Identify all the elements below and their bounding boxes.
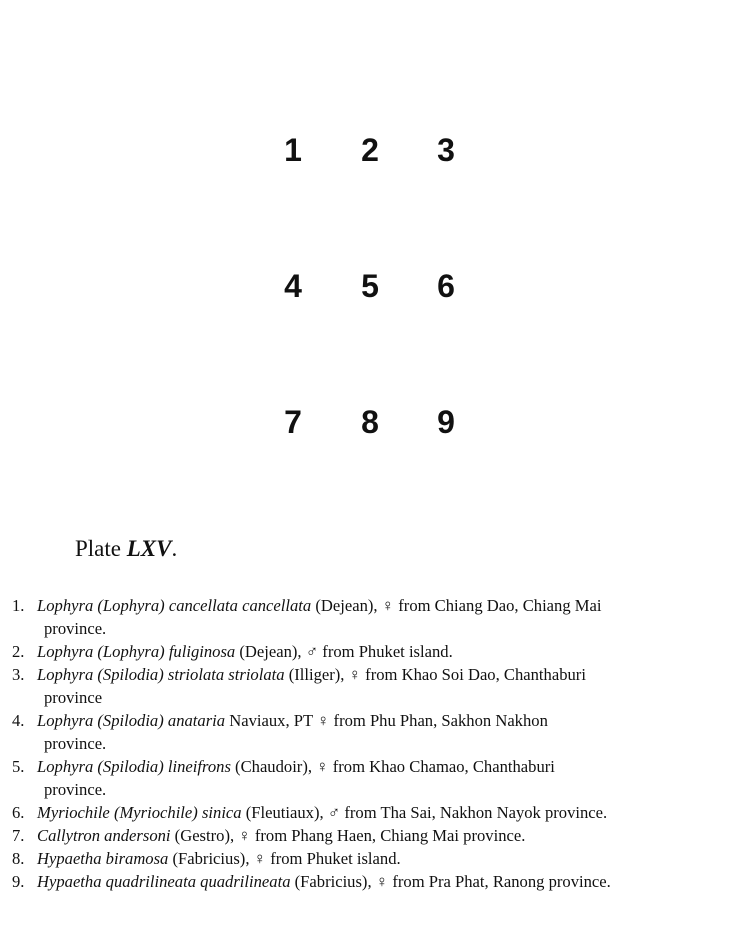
legend-item [12,847,737,870]
taxon-name: Lophyra (Lophyra) cancellata cancellata [37,596,312,615]
legend-detail: (Fabricius), ♀ from Phuket island. [168,849,401,868]
taxon-name: Hypaetha quadrilineata quadrilineata [37,872,291,891]
legend-detail: Naviaux, PT ♀ from Phu Phan, Sakhon Nakhon [225,711,548,730]
legend-index: 2. [12,642,25,661]
legend-item [12,870,737,893]
legend-detail: (Fleutiaux), ♂ from Tha Sai, Nakhon Nayok province. [241,803,608,822]
plate-legend [12,594,737,893]
figure-number: 6 [437,268,455,304]
legend-detail: (Chaudoir), ♀ from Khao Chamao, Chanthaburi [230,757,555,776]
taxon-name: Lophyra (Spilodia) striolata striolata [37,665,285,684]
taxon-name: Lophyra (Spilodia) anataria [37,711,226,730]
taxon-name: Lophyra (Spilodia) lineifrons [37,757,231,776]
figure-number: 7 [284,404,302,440]
legend-detail: (Fabricius), ♀ from Pra Phat, Ranong province. [290,872,611,891]
legend-item [12,709,737,755]
legend-detail: (Dejean), ♀ from Chiang Dao, Chiang Mai [311,596,602,615]
legend-item [12,755,737,801]
legend-detail: (Illiger), ♀ from Khao Soi Dao, Chanthaburi [284,665,586,684]
figure-number: 2 [361,132,379,168]
taxon-name: Myriochile (Myriochile) sinica [37,803,242,822]
legend-continuation: province [44,688,103,707]
taxon-name: Callytron andersoni [37,826,171,845]
legend-continuation: province. [44,619,107,638]
plate-suffix: . [171,536,178,561]
figure-number: 3 [437,132,455,168]
legend-item [12,824,737,847]
legend-item [12,594,737,640]
legend-index: 1. [12,596,25,615]
figure-number: 4 [284,268,302,304]
taxon-name: Lophyra (Lophyra) fuliginosa [37,642,236,661]
legend-item [12,640,737,663]
legend-continuation: province. [44,734,107,753]
figure-number: 1 [284,132,302,168]
legend-detail: (Gestro), ♀ from Phang Haen, Chiang Mai province. [170,826,526,845]
legend-item [12,801,737,824]
plate-number: LXV [126,536,172,561]
legend-index: 6. [12,803,25,822]
figure-number: 9 [437,404,455,440]
legend-index: 7. [12,826,25,845]
legend-detail: (Dejean), ♂ from Phuket island. [235,642,453,661]
plate-title [75,534,177,564]
legend-index: 3. [12,665,25,684]
legend-index: 9. [12,872,25,891]
legend-index: 8. [12,849,25,868]
legend-index: 5. [12,757,25,776]
figure-number: 8 [361,404,379,440]
plate-prefix: Plate [75,536,121,561]
figure-number: 5 [361,268,379,304]
legend-continuation: province. [44,780,107,799]
taxon-name: Hypaetha biramosa [37,849,169,868]
legend-index: 4. [12,711,25,730]
legend-item [12,663,737,709]
